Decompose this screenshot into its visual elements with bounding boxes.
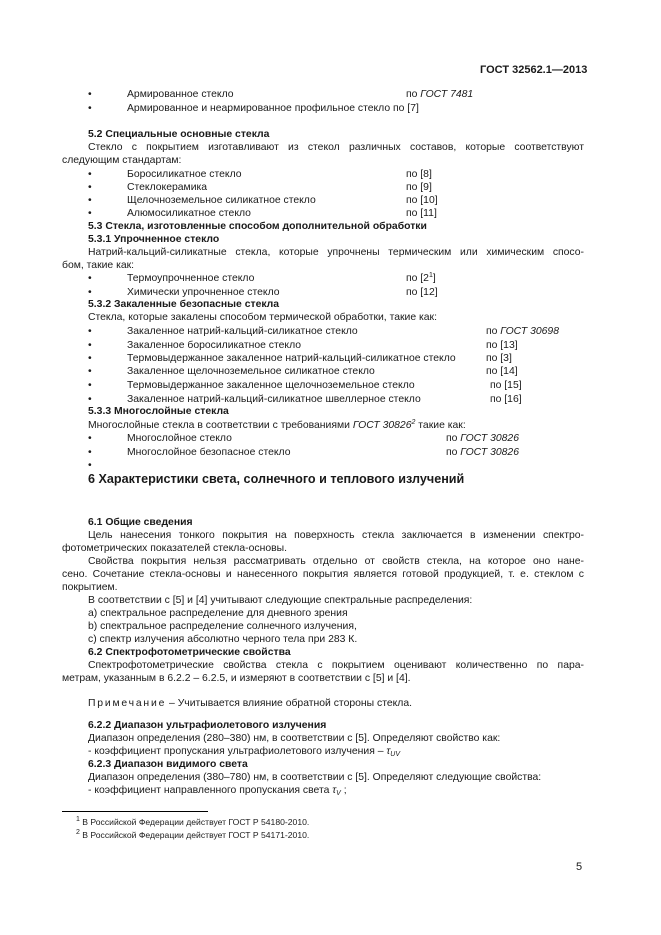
paragraph-line: покрытием.: [62, 582, 118, 593]
paragraph-line: сено. Сочетание стекла-основы и нанесенного покрытия является готовой продукцией, т. е. стеклом с: [62, 569, 584, 580]
list-item-ref: по [13]: [486, 340, 518, 351]
list-item: Закаленное натрий-кальций-силикатное швеллерное стекло: [127, 394, 421, 405]
section-heading: 5.3.1 Упрочненное стекло: [88, 234, 220, 245]
section-heading: 6.2.3 Диапазон видимого света: [88, 759, 248, 770]
bullet: •: [88, 208, 92, 219]
bullet: •: [88, 353, 92, 364]
list-item: Многослойное стекло: [127, 433, 232, 444]
list-item-ref: по ГОСТ 30826: [446, 447, 519, 458]
list-item: Термовыдержанное закаленное щелочноземельное стекло: [127, 380, 415, 391]
list-item: b) спектральное распределение солнечного излучения,: [88, 621, 357, 632]
list-item-ref: по ГОСТ 7481: [406, 89, 474, 100]
list-item-ref: по [16]: [490, 394, 522, 405]
paragraph-line: Стекла, которые закалены способом термической обработки, такие как:: [88, 312, 437, 323]
list-item: Армированное стекло: [127, 89, 234, 100]
list-item: а) спектральное распределение для дневного зрения: [88, 608, 348, 619]
list-item-ref: по [10]: [406, 195, 438, 206]
list-item: Химически упрочненное стекло: [127, 287, 280, 298]
list-item-ref: по [11]: [406, 208, 437, 219]
list-item: Боросиликатное стекло: [127, 169, 242, 180]
paragraph-line: Диапазон определения (380–780) нм, в соответствии с [5]. Определяют следующие свойства:: [88, 772, 542, 783]
bullet: •: [88, 169, 92, 180]
list-item-ref: по ГОСТ 30698: [486, 326, 559, 337]
section-heading: 5.2 Специальные основные стекла: [88, 129, 270, 140]
bullet: •: [88, 380, 92, 391]
list-item-ref: по [9]: [406, 182, 432, 193]
section-heading: 5.3 Стекла, изготовленные способом дополнительной обработки: [88, 221, 427, 232]
list-item-ref: по $[2^1]$: [406, 272, 436, 284]
bullet: •: [88, 273, 92, 284]
bullet: •: [88, 103, 92, 114]
bullet: •: [88, 394, 92, 405]
list-item-ref: по [14]: [486, 366, 518, 377]
list-item: Закаленное боросиликатное стекло: [127, 340, 302, 351]
list-item-ref: по [8]: [406, 169, 432, 180]
footnote-divider: [62, 811, 208, 812]
footnote: $^1$ В Российской Федерации действует ГОСТ Р 54180-2010.: [76, 816, 310, 827]
footnote: $^2$ В Российской Федерации действует ГОСТ Р 54171-2010.: [76, 829, 310, 840]
paragraph-line: метрам, указанным в 6.2.2 – 6.2.5, и измеряют в соответствии с [5] и [4].: [62, 673, 411, 684]
list-item: с) спектр излучения абсолютно черного тела при 283 К.: [88, 634, 358, 645]
section-heading: 5.3.3 Многослойные стекла: [88, 406, 229, 417]
paragraph-line: Многослойные стекла в соответствии с требованиями ГОСТ 30826$^2$ такие как:: [88, 419, 466, 431]
paragraph-line: - коэффициент пропускания ультрафиолетового излучения – $\tau_{UV}$: [88, 746, 401, 758]
list-item: Многослойное безопасное стекло: [127, 447, 291, 458]
list-item: Закаленное щелочноземельное силикатное стекло: [127, 366, 375, 377]
section-heading: 6.1 Общие сведения: [88, 517, 193, 528]
bullet: •: [88, 287, 92, 298]
list-item: Стеклокерамика: [127, 182, 208, 193]
paragraph-line: Натрий-кальций-силикатные стекла, которые упрочнены термическим или химическим спосо-: [88, 247, 584, 258]
bullet: •: [88, 326, 92, 337]
list-item-ref: по [3]: [486, 353, 512, 364]
list-item-ref: по [15]: [490, 380, 522, 391]
bullet: •: [88, 460, 92, 471]
paragraph-line: Свойства покрытия нельзя рассматривать отдельно от свойств стекла, на которое оно нане-: [88, 556, 584, 567]
paragraph-line: бом, такие как:: [62, 260, 135, 271]
paragraph-line: Цель нанесения тонкого покрытия на поверхность стекла заключается в изменении спектро-: [88, 530, 584, 541]
list-item: Термовыдержанное закаленное натрий-кальций-силикатное стекло: [127, 353, 456, 364]
paragraph-line: фотометрических показателей стекла-основы.: [62, 543, 287, 554]
section-heading: 6.2.2 Диапазон ультрафиолетового излучения: [88, 720, 327, 731]
section-heading: 5.3.2 Закаленные безопасные стекла: [88, 299, 280, 310]
list-item-ref: по [12]: [406, 287, 438, 298]
bullet: •: [88, 366, 92, 377]
section-heading: 6.2 Спектрофотометрические свойства: [88, 647, 291, 658]
paragraph-line: Спектрофотометрические свойства стекла с покрытием оценивают количественно по пара-: [88, 660, 584, 671]
list-item: Алюмосиликатное стекло: [127, 208, 251, 219]
chapter-heading: 6 Характеристики света, солнечного и теплового излучений: [88, 472, 465, 486]
paragraph-line: Диапазон определения (280–380) нм, в соответствии с [5]. Определяют свойство как:: [88, 733, 501, 744]
bullet: •: [88, 340, 92, 351]
bullet: •: [88, 195, 92, 206]
note: Примечание – Учитывается влияние обратной стороны стекла.: [88, 698, 413, 709]
page-number: 5: [576, 861, 583, 873]
bullet: •: [88, 182, 92, 193]
paragraph-line: - коэффициент направленного пропускания света $\tau_V$ ;: [88, 785, 347, 797]
list-item: Закаленное натрий-кальций-силикатное стекло: [127, 326, 358, 337]
list-item: Щелочноземельное силикатное стекло: [127, 195, 316, 206]
bullet: •: [88, 433, 92, 444]
paragraph-line: следующим стандартам:: [62, 155, 182, 166]
document-number: ГОСТ 32562.1—2013: [480, 64, 588, 76]
list-item: Термоупрочненное стекло: [127, 273, 255, 284]
bullet: •: [88, 89, 92, 100]
paragraph-line: Стекло с покрытием изготавливают из стекол различных составов, которые соответствуют: [88, 142, 584, 153]
bullet: •: [88, 447, 92, 458]
paragraph-line: В соответствии с [5] и [4] учитывают следующие спектральные распределения:: [88, 595, 473, 606]
list-item-ref: по ГОСТ 30826: [446, 433, 519, 444]
list-item: Армированное и неармированное профильное стекло по [7]: [127, 103, 419, 114]
